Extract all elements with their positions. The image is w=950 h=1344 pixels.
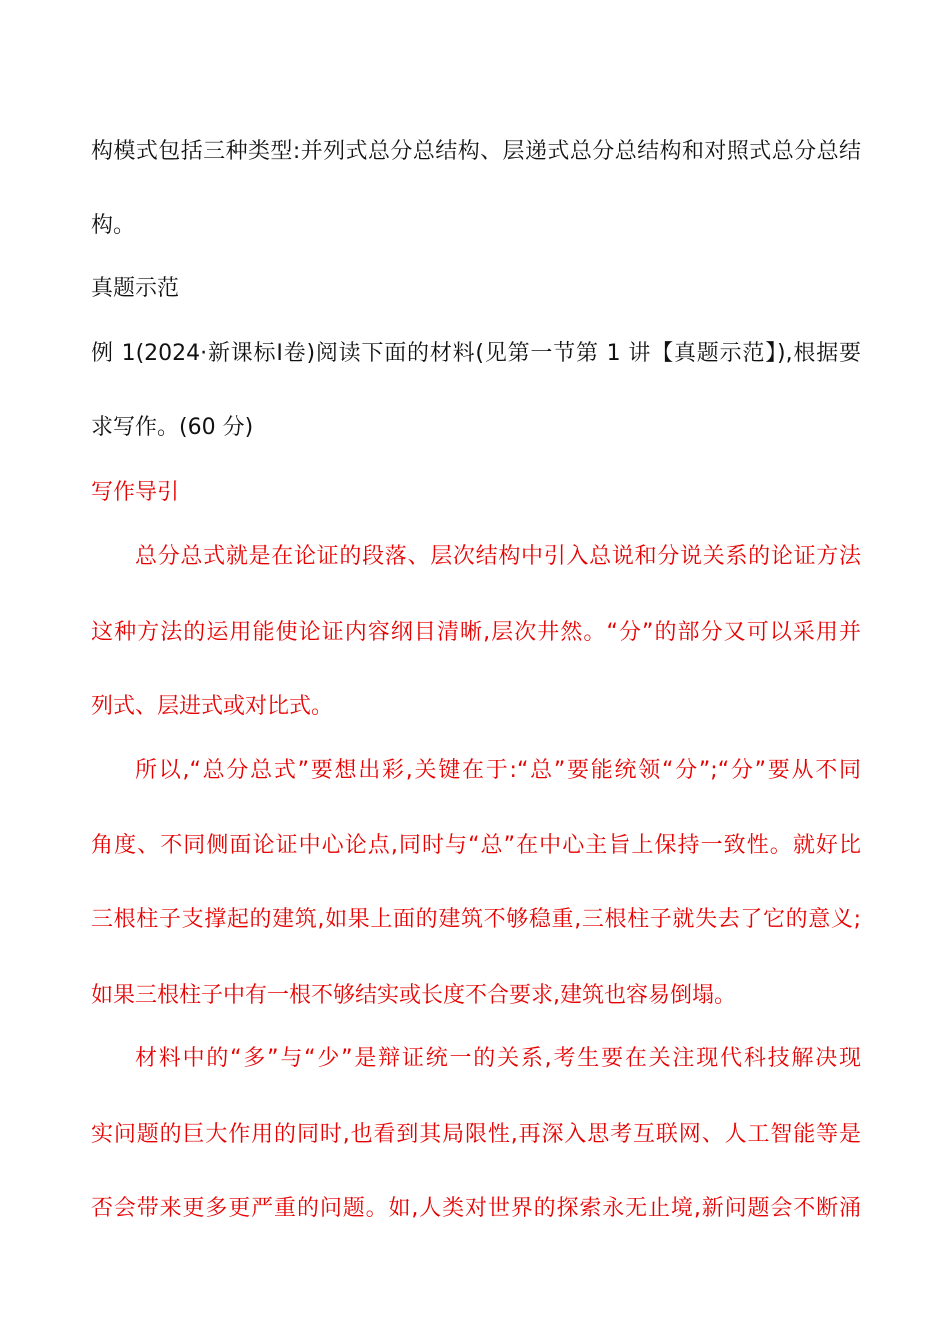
paragraph2-line-3: 三根柱子支撑起的建筑,如果上面的建筑不够稳重,三根柱子就失去了它的意义;	[91, 907, 861, 932]
paragraph3-line-2: 实问题的巨大作用的同时,也看到其局限性,再深入思考互联网、人工智能等是	[91, 1122, 861, 1147]
intro-line-2: 构。	[91, 213, 136, 238]
example-line-2: 求写作。(60 分)	[91, 415, 254, 440]
paragraph2-line-2: 角度、不同侧面论证中心论点,同时与“总”在中心主旨上保持一致性。就好比	[91, 833, 861, 858]
paragraph3-line-1: 材料中的“多”与“少”是辩证统一的关系,考生要在关注现代科技解决现	[135, 1046, 861, 1071]
example-line-1: 例 1(2024·新课标Ⅰ卷)阅读下面的材料(见第一节第 1 讲【真题示范】),根据要	[91, 341, 861, 366]
paragraph1-line-2: 这种方法的运用能使论证内容纲目清晰,层次井然。“分”的部分又可以采用并	[91, 620, 861, 645]
paragraph3-line-3: 否会带来更多更严重的问题。如,人类对世界的探索永无止境,新问题会不断涌	[91, 1196, 861, 1221]
paragraph2-line-4: 如果三根柱子中有一根不够结实或长度不合要求,建筑也容易倒塌。	[91, 983, 736, 1008]
paragraph2-line-1: 所以,“总分总式”要想出彩,关键在于:“总”要能统领“分”;“分”要从不同	[135, 758, 861, 783]
paragraph1-line-3: 列式、层进式或对比式。	[91, 694, 334, 719]
paragraph1-line-1: 总分总式就是在论证的段落、层次结构中引入总说和分说关系的论证方法	[135, 544, 861, 569]
guide-title: 写作导引	[91, 480, 180, 505]
intro-line-1: 构模式包括三种类型:并列式总分总结构、层递式总分总结构和对照式总分总结	[91, 139, 861, 164]
section-title: 真题示范	[91, 276, 180, 301]
